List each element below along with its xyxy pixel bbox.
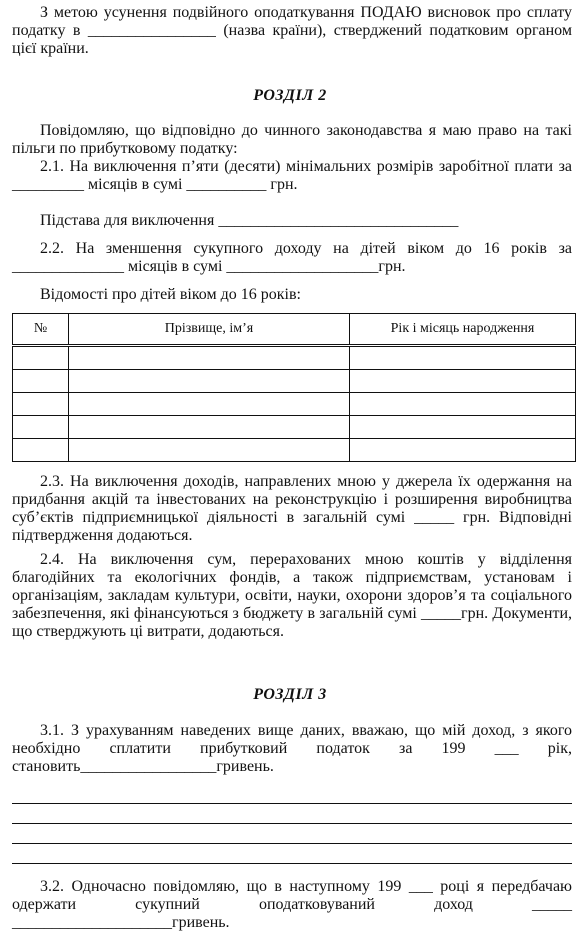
table-cell <box>350 439 576 462</box>
table-row <box>13 393 576 416</box>
blank-line <box>12 824 572 844</box>
exclusion-basis-line: Підстава для виключення ______________________________ <box>40 212 459 229</box>
table-row <box>13 416 576 439</box>
table-row <box>13 370 576 393</box>
table-cell <box>13 416 69 439</box>
children-info-title: Відомості про дітей віком до 16 років: <box>40 286 301 303</box>
section-2-intro: Повідомляю, що відповідно до чинного законодавства я маю право на такі пільги по прибутковому податку: <box>12 122 572 157</box>
table-row <box>13 439 576 462</box>
column-header-name: Прізвище, ім’я <box>69 314 350 346</box>
item-2-2-text: 2.2. На зменшення сукупного доходу на дітей віком до 16 років за ______________ місяців в сумі ___________________грн. <box>12 240 572 275</box>
table-cell <box>69 416 350 439</box>
table-cell <box>13 439 69 462</box>
blank-line <box>12 804 572 824</box>
blank-line <box>12 844 572 864</box>
item-2-3-text: 2.3. На виключення доходів, направлених мною у джерела їх одержання на придбання акцій та інвестованих на реконструкцію і розширення виробництва суб’єктів підприємницької діяльності в загальній сумі _____ грн. Відповідні підтвердження додаються. <box>12 473 572 544</box>
children-table-header-row <box>13 314 576 346</box>
double-taxation-paragraph: З метою усунення подвійного оподаткування ПОДАЮ висновок про сплату податку в ________________ (назва країни), стверджений податковим органом цієї країни. <box>12 4 572 57</box>
column-header-number: № <box>13 314 69 346</box>
children-table <box>12 313 576 462</box>
table-cell <box>350 393 576 416</box>
table-cell <box>69 370 350 393</box>
table-cell <box>13 393 69 416</box>
table-cell <box>350 346 576 370</box>
table-cell <box>69 439 350 462</box>
table-cell <box>350 370 576 393</box>
table-cell <box>350 416 576 439</box>
table-cell <box>69 346 350 370</box>
item-3-2-text: 3.2. Одночасно повідомляю, що в наступному 199 ___ році я передбачаю одержати сукупний оподатковуваний доход _____ ____________________гривень. <box>12 878 572 931</box>
table-cell <box>13 346 69 370</box>
item-2-1-text: 2.1. На виключення п’яти (десяти) мінімальних розмірів заробітної плати за _________ місяців в сумі __________ грн. <box>12 158 572 193</box>
table-row <box>13 346 576 370</box>
item-3-1-text: 3.1. З урахуванням наведених вище даних, вважаю, що мій доход, з якого необхідно сплатити прибутковий податок за 199 ___ рік, становить_________________гривень. <box>12 722 572 775</box>
section-2-heading: РОЗДІЛ 2 <box>253 87 327 104</box>
item-2-4-text: 2.4. На виключення сум, перерахованих мною коштів у відділення благодійних та екологічних фондів, а також підприємствам, установам і організаціям, закладам культури, освіти, науки, охорони здоров’я та соціального забезпечення, які фінансуються з бюджету в загальній сумі _____грн. Документи, що стверджують ці витрати, додаються. <box>12 551 572 640</box>
handwriting-lines <box>12 784 572 864</box>
blank-line <box>12 784 572 804</box>
table-cell <box>13 370 69 393</box>
column-header-birth-date: Рік і місяць народження <box>350 314 576 346</box>
section-3-heading: РОЗДІЛ 3 <box>253 686 327 703</box>
table-cell <box>69 393 350 416</box>
